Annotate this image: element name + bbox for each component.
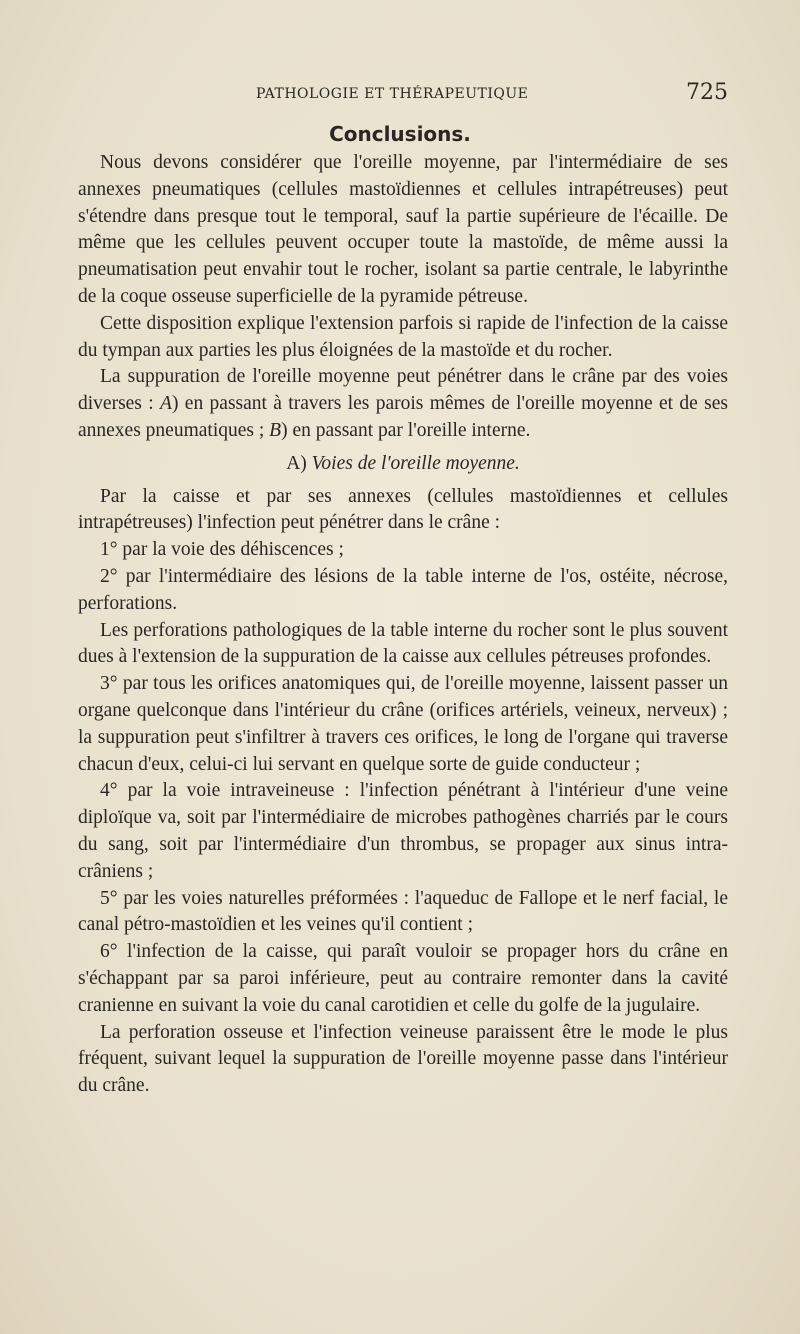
label-b: B [269,419,282,441]
paragraph-text: ) en passant à travers les parois mêmes de l'oreille moyenne et de ses annexes pneumatiques ; [78,393,728,441]
list-item: 5° par les voies naturelles préformées : l'aqueduc de Fallope et le nerf facial, le canal pétro-mastoïdien et les veines qu'il contient ; [78,887,728,936]
paragraph-text: ) en passant par l'oreille interne. [281,419,531,441]
paragraph: Par la caisse et par ses annexes (cellules mastoïdiennes et cellules intrapétreuses) l'infection peut pénétrer dans le crâne : [78,485,728,534]
label-a: A [160,393,172,415]
paragraph: Nous devons considérer que l'oreille moyenne, par l'intermédiaire de ses annexes pneumatiques (cellules mastoïdiennes et cellules intrapétreuses) peut s'étendre dans presque tout le temporal, sauf la partie supérieure de l'écaille. De même que les cellules peuvent occuper toute la mastoïde, de même aussi la pneumatisation peut envahir tout le rocher, isolant sa partie centrale, le labyrinthe de la coque osseuse superficielle de la pyramide pétreuse. [78,152,728,307]
list-item: 3° par tous les orifices anatomiques qui, de l'oreille moyenne, laissent passer un organe quelconque dans l'intérieur du crâne (orifices artériels, veineux, nerveux) ; la suppuration peut s'infiltrer à travers ces orifices, le long de l'organe qui traverse chacun d'eux, celui-ci lui servant en quelque sorte de guide conducteur ; [78,673,728,775]
running-title: PATHOLOGIE ET THÉRAPEUTIQUE [256,86,529,102]
list-item: 6° l'infection de la caisse, qui paraît vouloir se propager hors du crâne en s'échappant par sa paroi inférieure, peut au contraire remonter dans la cavité cranienne en suivant la voie du canal carotidien et celle du golfe de la jugulaire. [78,941,728,1016]
paragraph: La perforation osseuse et l'infection veineuse paraissent être le mode le plus fréquent, suivant lequel la suppuration de l'oreille moyenne passe dans l'intérieur du crâne. [78,1021,728,1097]
list-item: 4° par la voie intraveineuse : l'infection pénétrant à l'intérieur d'une veine diploïque va, soit par l'intermédiaire de microbes pathogènes charriés par le cours du sang, soit par l'intermédiaire d'un thrombus, se propager aux sinus intra-crâniens ; [78,780,728,882]
paragraph: Les perforations pathologiques de la table interne du rocher sont le plus souvent dues à l'extension de la suppuration de la caisse aux cellules pétreuses profondes. [78,619,728,668]
subheading [78,451,728,478]
running-head [78,80,728,110]
body-text [78,150,728,1100]
paragraph-text: La suppuration de l'oreille moyenne peut pénétrer dans le crâne par des voies diverses : [78,366,728,415]
paragraph: Cette disposition explique l'extension parfois si rapide de l'infection de la caisse du tympan aux parties les plus éloignées de la mastoïde et du rocher. [78,312,728,361]
page-number: 725 [686,80,728,105]
paragraph [78,364,728,444]
list-item: 1° par la voie des déhiscences ; [100,539,344,561]
subheading-title: Voies de l'oreille moyenne. [311,452,520,474]
list-item: 2° par l'intermédiaire des lésions de la table interne de l'os, ostéite, nécrose, perforations. [78,565,728,614]
subheading-label: A) [286,452,307,474]
section-title: Conclusions. [329,122,471,146]
